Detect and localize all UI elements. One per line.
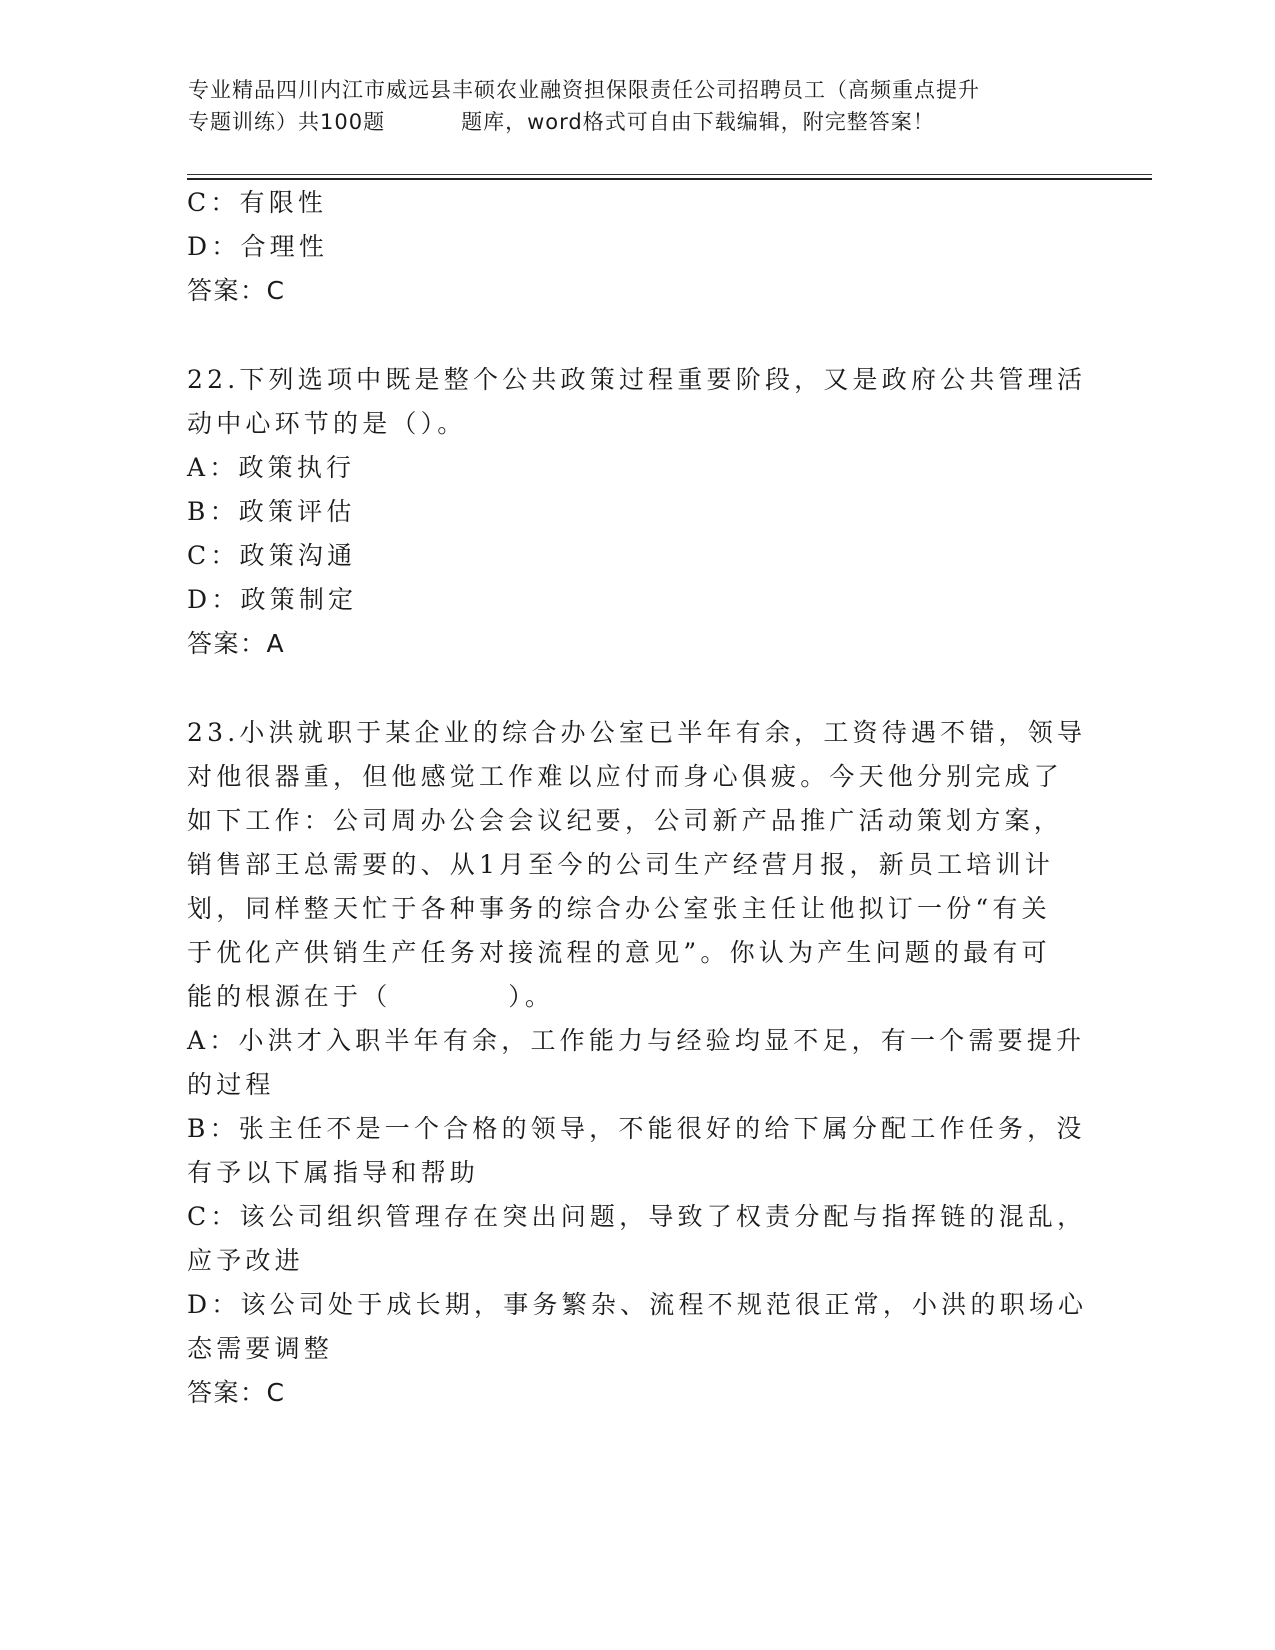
q21-answer: 答案：C — [187, 276, 286, 305]
q23-option-a-line-2: 的过程 — [187, 1070, 275, 1099]
q23-option-c-line-2: 应予改进 — [187, 1246, 304, 1275]
q22-option-d: D：政策制定 — [187, 585, 358, 614]
q23-option-b-line-1: B：张主任不是一个合格的领导，不能很好的给下属分配工作任务，没 — [187, 1114, 1086, 1143]
header-title-line-2-part-1: 专题训练）共100题 — [188, 110, 386, 134]
q22-answer: 答案：A — [187, 629, 286, 658]
q22-option-a: A：政策执行 — [187, 453, 356, 482]
q23-option-d-line-2: 态需要调整 — [187, 1334, 334, 1363]
header-divider-thin — [187, 174, 1152, 175]
header-title-line-2-part-2: 题库，word格式可自由下载编辑，附完整答案！ — [461, 110, 935, 134]
q23-option-a-line-1: A：小洪才入职半年有余，工作能力与经验均显不足，有一个需要提升 — [187, 1026, 1086, 1055]
header-title-line-2 — [188, 106, 1088, 138]
q23-stem-line-3: 如下工作：公司周办公会会议纪要，公司新产品推广活动策划方案， — [187, 806, 1064, 835]
q23-stem-line-1: 23.小洪就职于某企业的综合办公室已半年有余，工资待遇不错，领导 — [187, 718, 1087, 747]
header-title-line-1: 专业精品四川内江市威远县丰硕农业融资担保限责任公司招聘员工（高频重点提升 — [188, 78, 980, 102]
q23-stem-line-4: 销售部王总需要的、从1月至今的公司生产经营月报，新员工培训计 — [187, 850, 1054, 879]
q22-stem-line-2: 动中心环节的是（）。 — [187, 409, 467, 438]
q23-stem-line-2: 对他很器重，但他感觉工作难以应付而身心俱疲。今天他分别完成了 — [187, 762, 1064, 791]
document-header — [188, 74, 1088, 138]
q23-option-c-line-1: C：该公司组织管理存在突出问题，导致了权责分配与指挥链的混乱， — [187, 1202, 1087, 1231]
q22-option-c: C：政策沟通 — [187, 541, 357, 570]
q21-option-d: D：合理性 — [187, 232, 329, 261]
q23-option-d-line-1: D：该公司处于成长期，事务繁杂、流程不规范很正常，小洪的职场心 — [187, 1290, 1088, 1319]
q23-answer: 答案：C — [187, 1378, 286, 1407]
q23-stem-line-7: 能的根源在于（ ）。 — [187, 982, 555, 1011]
q23-stem-line-5: 划，同样整天忙于各种事务的综合办公室张主任让他拟订一份“有关 — [187, 894, 1051, 923]
header-divider-thick — [187, 178, 1152, 180]
q21-option-c: C：有限性 — [187, 188, 328, 217]
q23-option-b-line-2: 有予以下属指导和帮助 — [187, 1158, 480, 1187]
q22-option-b: B：政策评估 — [187, 497, 356, 526]
q22-stem-line-1: 22.下列选项中既是整个公共政策过程重要阶段，又是政府公共管理活 — [187, 365, 1087, 394]
q23-stem-line-6: 于优化产供销生产任务对接流程的意见”。你认为产生问题的最有可 — [187, 938, 1051, 967]
